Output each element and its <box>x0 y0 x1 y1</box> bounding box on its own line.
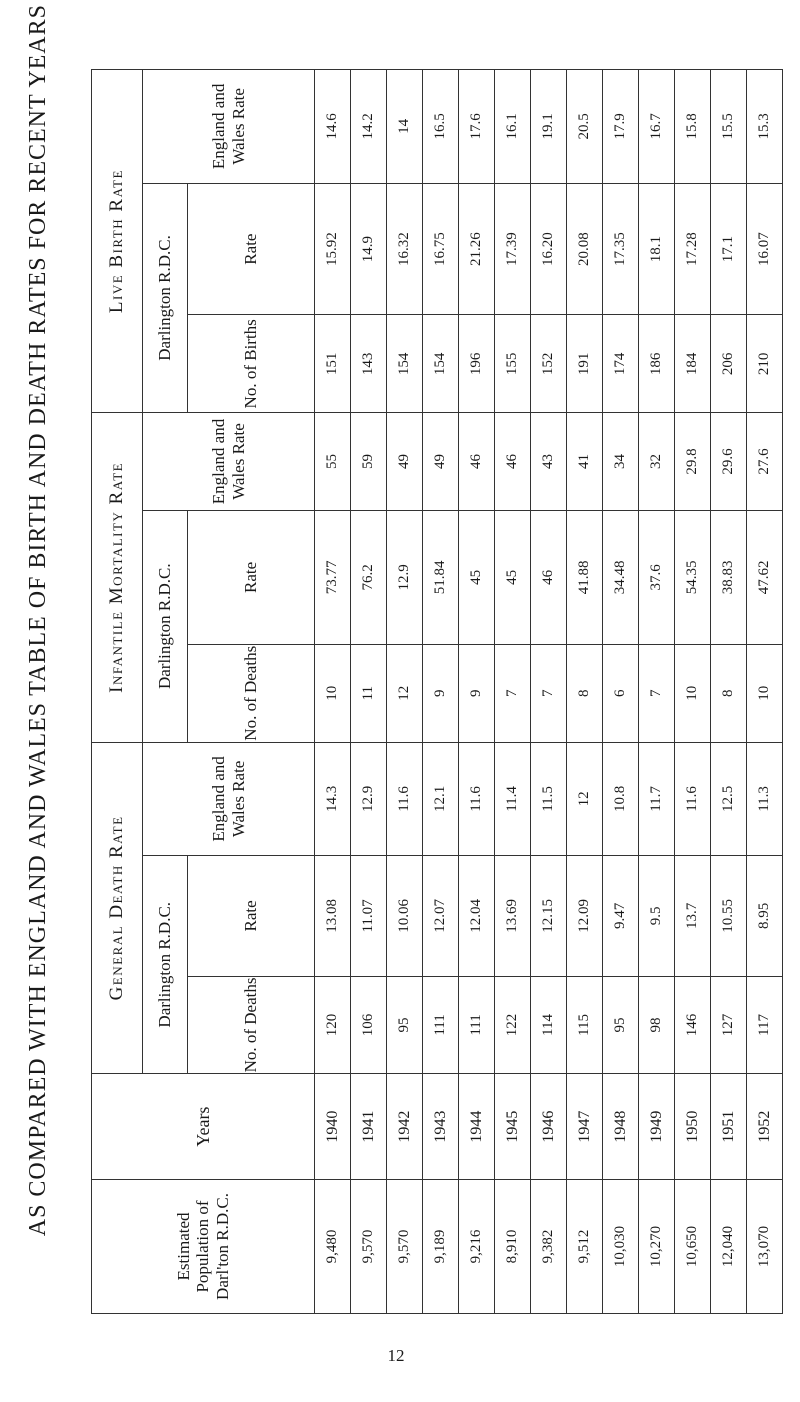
gd-no-deaths-cell: 114 <box>531 976 567 1074</box>
lb-england-wales-cell: 14 <box>387 70 423 184</box>
table-row <box>423 70 459 1314</box>
lb-no-births-cell: 151 <box>315 315 351 413</box>
header-im-darlington: Darlington R.D.C. <box>143 510 188 742</box>
lb-england-wales-cell: 14.2 <box>351 70 387 184</box>
gd-rate-cell: 9.5 <box>639 856 675 976</box>
gd-england-wales-cell: 11.6 <box>459 742 495 856</box>
year-cell: 1950 <box>675 1074 711 1180</box>
gd-england-wales-cell: 11.3 <box>747 742 783 856</box>
gd-rate-cell: 13.08 <box>315 856 351 976</box>
population-cell: 9,570 <box>351 1179 387 1313</box>
header-live-birth-rate: Live Birth Rate <box>92 70 143 413</box>
page-number: 12 <box>387 1346 405 1365</box>
im-england-wales-cell: 46 <box>459 413 495 511</box>
im-rate-cell: 12.9 <box>387 510 423 644</box>
im-no-deaths-cell: 8 <box>567 644 603 742</box>
population-cell: 10,030 <box>603 1179 639 1313</box>
table-row <box>387 70 423 1314</box>
im-england-wales-cell: 32 <box>639 413 675 511</box>
lb-no-births-cell: 191 <box>567 315 603 413</box>
table-row <box>315 70 351 1314</box>
year-cell: 1948 <box>603 1074 639 1180</box>
gd-rate-cell: 10.55 <box>711 856 747 976</box>
gd-rate-cell: 12.15 <box>531 856 567 976</box>
table-row <box>459 70 495 1314</box>
gd-england-wales-cell: 12.9 <box>351 742 387 856</box>
year-cell: 1941 <box>351 1074 387 1180</box>
im-england-wales-cell: 46 <box>495 413 531 511</box>
im-england-wales-cell: 29.8 <box>675 413 711 511</box>
im-england-wales-cell: 59 <box>351 413 387 511</box>
lb-rate-cell: 18.1 <box>639 183 675 315</box>
im-england-wales-cell: 41 <box>567 413 603 511</box>
gd-england-wales-cell: 11.6 <box>387 742 423 856</box>
header-lb-rate: Rate <box>188 183 315 315</box>
im-rate-cell: 73.77 <box>315 510 351 644</box>
gd-no-deaths-cell: 111 <box>423 976 459 1074</box>
header-lb-darlington: Darlington R.D.C. <box>143 183 188 412</box>
lb-england-wales-cell: 15.5 <box>711 70 747 184</box>
lb-england-wales-cell: 16.5 <box>423 70 459 184</box>
lb-no-births-cell: 154 <box>387 315 423 413</box>
population-cell: 9,512 <box>567 1179 603 1313</box>
lb-rate-cell: 16.20 <box>531 183 567 315</box>
gd-no-deaths-cell: 95 <box>603 976 639 1074</box>
im-rate-cell: 54.35 <box>675 510 711 644</box>
gd-rate-cell: 9.47 <box>603 856 639 976</box>
header-general-death-rate: General Death Rate <box>92 742 143 1074</box>
header-gd-rate: Rate <box>188 856 315 976</box>
im-no-deaths-cell: 9 <box>423 644 459 742</box>
lb-rate-cell: 17.39 <box>495 183 531 315</box>
population-cell: 9,216 <box>459 1179 495 1313</box>
lb-rate-cell: 20.08 <box>567 183 603 315</box>
lb-england-wales-cell: 20.5 <box>567 70 603 184</box>
lb-rate-cell: 15.92 <box>315 183 351 315</box>
gd-no-deaths-cell: 146 <box>675 976 711 1074</box>
im-no-deaths-cell: 12 <box>387 644 423 742</box>
lb-no-births-cell: 186 <box>639 315 675 413</box>
header-lb-england-wales-rate: England and Wales Rate <box>143 70 315 184</box>
table-row <box>639 70 675 1314</box>
lb-rate-cell: 16.07 <box>747 183 783 315</box>
population-cell: 10,270 <box>639 1179 675 1313</box>
population-cell: 10,650 <box>675 1179 711 1313</box>
header-gd-england-wales-rate: England and Wales Rate <box>143 742 315 856</box>
gd-rate-cell: 12.04 <box>459 856 495 976</box>
lb-england-wales-cell: 16.1 <box>495 70 531 184</box>
im-no-deaths-cell: 9 <box>459 644 495 742</box>
year-cell: 1944 <box>459 1074 495 1180</box>
gd-rate-cell: 10.06 <box>387 856 423 976</box>
table-row <box>711 70 747 1314</box>
year-cell: 1940 <box>315 1074 351 1180</box>
title-line-2: AS COMPARED WITH ENGLAND AND WALES <box>25 701 51 1236</box>
year-cell: 1951 <box>711 1074 747 1180</box>
gd-england-wales-cell: 11.7 <box>639 742 675 856</box>
population-cell: 9,570 <box>387 1179 423 1313</box>
gd-no-deaths-cell: 122 <box>495 976 531 1074</box>
population-cell: 13,070 <box>747 1179 783 1313</box>
table-row <box>747 70 783 1314</box>
year-cell: 1943 <box>423 1074 459 1180</box>
lb-no-births-cell: 210 <box>747 315 783 413</box>
im-england-wales-cell: 49 <box>423 413 459 511</box>
year-cell: 1949 <box>639 1074 675 1180</box>
header-population: Estimated Population of Darl'ton R.D.C. <box>92 1179 315 1313</box>
im-no-deaths-cell: 10 <box>315 644 351 742</box>
table-row <box>567 70 603 1314</box>
table-row <box>351 70 387 1314</box>
lb-england-wales-cell: 17.6 <box>459 70 495 184</box>
table-row <box>675 70 711 1314</box>
table-row <box>531 70 567 1314</box>
population-cell: 9,189 <box>423 1179 459 1313</box>
header-im-rate: Rate <box>188 510 315 644</box>
gd-no-deaths-cell: 111 <box>459 976 495 1074</box>
gd-no-deaths-cell: 127 <box>711 976 747 1074</box>
table-body <box>315 70 783 1314</box>
gd-england-wales-cell: 12.1 <box>423 742 459 856</box>
population-cell: 9,382 <box>531 1179 567 1313</box>
lb-rate-cell: 16.75 <box>423 183 459 315</box>
header-years: Years <box>92 1074 315 1180</box>
lb-england-wales-cell: 15.3 <box>747 70 783 184</box>
im-no-deaths-cell: 6 <box>603 644 639 742</box>
table-row <box>603 70 639 1314</box>
gd-rate-cell: 13.7 <box>675 856 711 976</box>
im-no-deaths-cell: 8 <box>711 644 747 742</box>
header-gd-no-deaths: No. of Deaths <box>188 976 315 1074</box>
gd-england-wales-cell: 10.8 <box>603 742 639 856</box>
im-no-deaths-cell: 7 <box>531 644 567 742</box>
lb-rate-cell: 14.9 <box>351 183 387 315</box>
lb-rate-cell: 17.28 <box>675 183 711 315</box>
lb-no-births-cell: 155 <box>495 315 531 413</box>
gd-rate-cell: 12.09 <box>567 856 603 976</box>
gd-no-deaths-cell: 117 <box>747 976 783 1074</box>
lb-rate-cell: 17.35 <box>603 183 639 315</box>
im-rate-cell: 45 <box>459 510 495 644</box>
im-rate-cell: 51.84 <box>423 510 459 644</box>
population-cell: 9,480 <box>315 1179 351 1313</box>
im-no-deaths-cell: 11 <box>351 644 387 742</box>
gd-england-wales-cell: 11.6 <box>675 742 711 856</box>
population-cell: 12,040 <box>711 1179 747 1313</box>
table-row <box>495 70 531 1314</box>
im-rate-cell: 46 <box>531 510 567 644</box>
lb-england-wales-cell: 16.7 <box>639 70 675 184</box>
lb-england-wales-cell: 19.1 <box>531 70 567 184</box>
im-rate-cell: 47.62 <box>747 510 783 644</box>
header-gd-darlington: Darlington R.D.C. <box>143 856 188 1074</box>
im-england-wales-cell: 43 <box>531 413 567 511</box>
im-no-deaths-cell: 7 <box>495 644 531 742</box>
header-lb-no-births: No. of Births <box>188 315 315 413</box>
lb-no-births-cell: 154 <box>423 315 459 413</box>
year-cell: 1947 <box>567 1074 603 1180</box>
im-rate-cell: 76.2 <box>351 510 387 644</box>
header-infantile-mortality-rate: Infantile Mortality Rate <box>92 413 143 742</box>
im-england-wales-cell: 34 <box>603 413 639 511</box>
lb-no-births-cell: 196 <box>459 315 495 413</box>
im-rate-cell: 37.6 <box>639 510 675 644</box>
page-title <box>8 4 68 1236</box>
gd-no-deaths-cell: 95 <box>387 976 423 1074</box>
lb-no-births-cell: 184 <box>675 315 711 413</box>
gd-england-wales-cell: 12.5 <box>711 742 747 856</box>
im-england-wales-cell: 55 <box>315 413 351 511</box>
im-rate-cell: 41.88 <box>567 510 603 644</box>
lb-no-births-cell: 152 <box>531 315 567 413</box>
lb-rate-cell: 21.26 <box>459 183 495 315</box>
lb-england-wales-cell: 14.6 <box>315 70 351 184</box>
year-cell: 1946 <box>531 1074 567 1180</box>
im-no-deaths-cell: 10 <box>675 644 711 742</box>
gd-no-deaths-cell: 115 <box>567 976 603 1074</box>
header-im-england-wales-rate: England and Wales Rate <box>143 413 315 511</box>
gd-no-deaths-cell: 106 <box>351 976 387 1074</box>
gd-rate-cell: 13.69 <box>495 856 531 976</box>
year-cell: 1952 <box>747 1074 783 1180</box>
im-no-deaths-cell: 10 <box>747 644 783 742</box>
gd-rate-cell: 11.07 <box>351 856 387 976</box>
title-line-1: TABLE OF BIRTH AND DEATH RATES FOR RECENT YEARS <box>25 4 51 696</box>
lb-no-births-cell: 174 <box>603 315 639 413</box>
gd-england-wales-cell: 11.5 <box>531 742 567 856</box>
gd-england-wales-cell: 14.3 <box>315 742 351 856</box>
lb-england-wales-cell: 17.9 <box>603 70 639 184</box>
gd-england-wales-cell: 11.4 <box>495 742 531 856</box>
year-cell: 1945 <box>495 1074 531 1180</box>
im-england-wales-cell: 49 <box>387 413 423 511</box>
lb-rate-cell: 17.1 <box>711 183 747 315</box>
lb-no-births-cell: 143 <box>351 315 387 413</box>
im-no-deaths-cell: 7 <box>639 644 675 742</box>
im-rate-cell: 34.48 <box>603 510 639 644</box>
year-cell: 1942 <box>387 1074 423 1180</box>
gd-no-deaths-cell: 120 <box>315 976 351 1074</box>
im-rate-cell: 45 <box>495 510 531 644</box>
rates-table <box>91 69 783 1314</box>
gd-no-deaths-cell: 98 <box>639 976 675 1074</box>
header-im-no-deaths: No. of Deaths <box>188 644 315 742</box>
im-rate-cell: 38.83 <box>711 510 747 644</box>
gd-rate-cell: 12.07 <box>423 856 459 976</box>
im-england-wales-cell: 29.6 <box>711 413 747 511</box>
gd-rate-cell: 8.95 <box>747 856 783 976</box>
lb-england-wales-cell: 15.8 <box>675 70 711 184</box>
lb-no-births-cell: 206 <box>711 315 747 413</box>
gd-england-wales-cell: 12 <box>567 742 603 856</box>
im-england-wales-cell: 27.6 <box>747 413 783 511</box>
lb-rate-cell: 16.32 <box>387 183 423 315</box>
rates-table-container <box>91 69 773 1314</box>
population-cell: 8,910 <box>495 1179 531 1313</box>
